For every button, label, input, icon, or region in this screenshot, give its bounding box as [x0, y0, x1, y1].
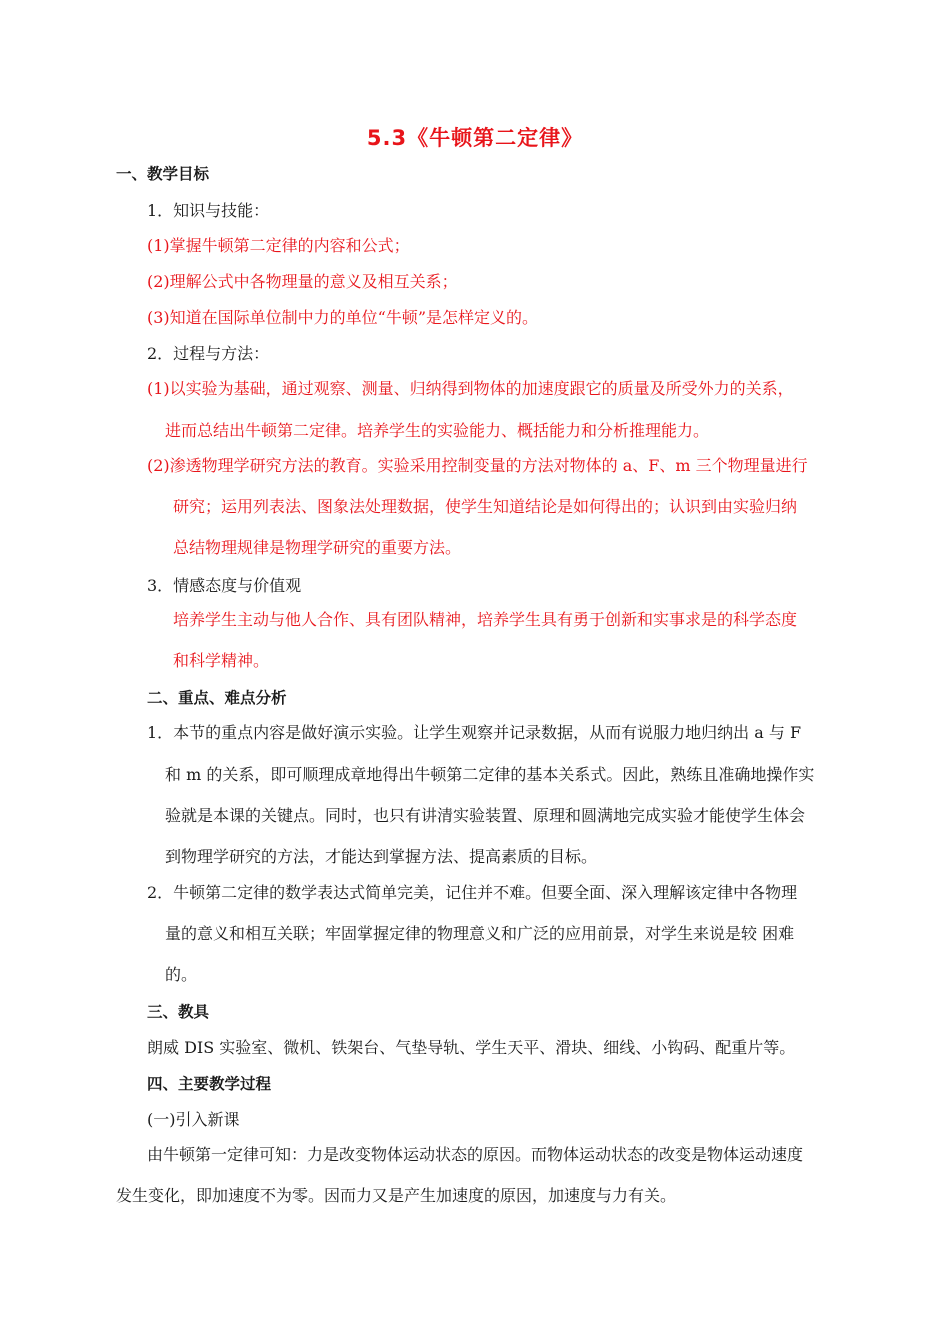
keypoints-p1-line-2: 和 m 的关系，即可顺理成章地得出牛顿第二定律的基本关系式。因此，熟练且准确地操作实 — [165, 765, 815, 784]
knowledge-item-1: (1)掌握牛顿第二定律的内容和公式； — [147, 236, 410, 255]
keypoints-p2-line-2: 量的意义和相互关联；牢固掌握定律的物理意义和广泛的应用前景，对学生来说是较 困难 — [165, 924, 795, 943]
tools-text: 朗威 DIS 实验室、微机、铁架台、气垫导轨、学生天平、滑块、细线、小钩码、配重片等。 — [147, 1038, 796, 1057]
keypoints-p2-line-3: 的。 — [165, 965, 198, 984]
document-title: 5.3《牛顿第二定律》 — [366, 126, 584, 150]
keypoints-p2-line-1: 2．牛顿第二定律的数学表达式简单完美，记住并不难。但要全面、深入理解该定律中各物理 — [147, 883, 798, 902]
section-heading-goals: 一、教学目标 — [116, 165, 210, 183]
keypoints-p1-line-4: 到物理学研究的方法，才能达到掌握方法、提高素质的目标。 — [165, 847, 598, 866]
process-item-2-line-2: 研究；运用列表法、图象法处理数据，使学生知道结论是如何得出的；认识到由实验归纳 — [173, 497, 798, 516]
subheading-knowledge: 1．知识与技能： — [147, 201, 270, 220]
keypoints-p1-line-1: 1．本节的重点内容是做好演示实验。让学生观察并记录数据，从而有说服力地归纳出 a 与 F — [147, 723, 802, 742]
intro-line-1: 由牛顿第一定律可知：力是改变物体运动状态的原因。而物体运动状态的改变是物体运动速度 — [147, 1145, 804, 1164]
section-heading-process: 四、主要教学过程 — [147, 1075, 272, 1093]
knowledge-item-3: (3)知道在国际单位制中力的单位“牛顿”是怎样定义的。 — [147, 308, 539, 327]
keypoints-p1-line-3: 验就是本课的关键点。同时，也只有讲清实验装置、原理和圆满地完成实验才能使学生体会 — [165, 806, 806, 825]
process-item-1-line-1: (1)以实验为基础，通过观察、测量、归纳得到物体的加速度跟它的质量及所受外力的关系， — [147, 379, 794, 398]
subheading-process: 2．过程与方法： — [147, 344, 270, 363]
attitude-line-2: 和科学精神。 — [173, 651, 270, 670]
attitude-line-1: 培养学生主动与他人合作、具有团队精神，培养学生具有勇于创新和实事求是的科学态度 — [173, 610, 798, 629]
process-item-2-line-1: (2)渗透物理学研究方法的教育。实验采用控制变量的方法对物体的 a、F、m 三个物理量进行 — [147, 456, 808, 475]
process-subheading-intro: (一)引入新课 — [147, 1110, 240, 1129]
process-item-2-line-3: 总结物理规律是物理学研究的重要方法。 — [173, 538, 462, 557]
section-heading-tools: 三、教具 — [147, 1003, 210, 1021]
subheading-attitude: 3．情感态度与价值观 — [147, 576, 302, 595]
knowledge-item-2: (2)理解公式中各物理量的意义及相互关系； — [147, 272, 458, 291]
intro-line-2: 发生变化，即加速度不为零。因而力又是产生加速度的原因，加速度与力有关。 — [116, 1186, 677, 1205]
section-heading-keypoints: 二、重点、难点分析 — [147, 689, 287, 707]
process-item-1-line-2: 进而总结出牛顿第二定律。培养学生的实验能力、概括能力和分析推理能力。 — [165, 421, 710, 440]
